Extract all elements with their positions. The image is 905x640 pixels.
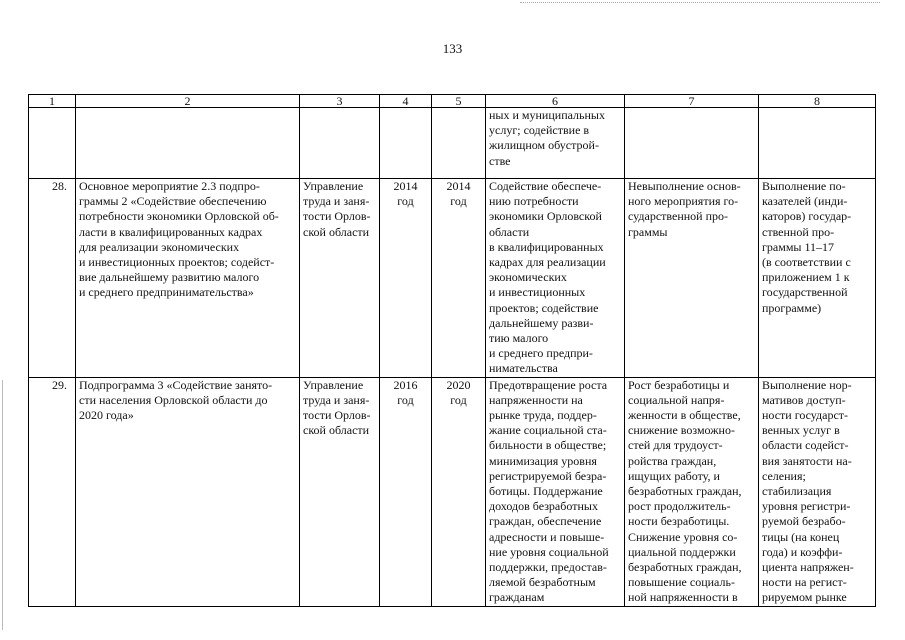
scan-edge-line bbox=[520, 2, 880, 3]
header-cell: 4 bbox=[380, 95, 432, 108]
table-row bbox=[29, 179, 876, 378]
cell-number: 29. bbox=[29, 377, 76, 606]
header-cell: 1 bbox=[29, 95, 76, 108]
cell-name: Подпрограмма 3 «Содействие занято- сти населения Орловской области до 2020 года» bbox=[76, 377, 300, 606]
header-cell: 2 bbox=[76, 95, 300, 108]
page-number: 133 bbox=[442, 41, 463, 56]
cell-link: Выполнение по- казателей (инди- каторов) государ- ственной про- граммы 11–17 (в соответствии с приложением 1 к государственной программе) bbox=[759, 179, 876, 378]
header-cell: 3 bbox=[300, 95, 380, 108]
cell-number: 28. bbox=[29, 179, 76, 378]
cell-executor: Управление труда и заня- тости Орлов- ской области bbox=[300, 377, 380, 606]
cell-link bbox=[759, 108, 876, 179]
cell-end: 2014 год bbox=[432, 179, 486, 378]
cell-number bbox=[29, 108, 76, 179]
cell-consequences bbox=[625, 108, 759, 179]
table-row-continuation bbox=[29, 108, 876, 179]
header-cell: 8 bbox=[759, 95, 876, 108]
cell-result: Предотвращение роста напряженности на рынке труда, поддер- жание социальной ста- бильности в обществе; минимизация уровня регистрируемой безра- ботицы. Поддержание доходов безработных граждан, обеспечение адресности и повыше- ние уровня социальной поддержки, предостав- ляемой безработным гражданам bbox=[486, 377, 625, 606]
header-cell: 5 bbox=[432, 95, 486, 108]
cell-consequences: Рост безработицы и социальной напря- женности в обществе, снижение возможно- стей для трудоуст- ройства граждан, ищущих работу, и безработных граждан, рост продолжитель- ности безработицы. Снижение уровня со- циальной поддержки безработных граждан, повышение социаль- ной напряженности в bbox=[625, 377, 759, 606]
cell-start: 2014 год bbox=[380, 179, 432, 378]
header-cell: 7 bbox=[625, 95, 759, 108]
table-row bbox=[29, 377, 876, 606]
program-table bbox=[28, 94, 876, 607]
cell-name bbox=[76, 108, 300, 179]
cell-result: ных и муниципальных услуг; содействие в жилищном обустрой- стве bbox=[486, 108, 625, 179]
cell-executor: Управление труда и заня- тости Орлов- ской области bbox=[300, 179, 380, 378]
scan-margin-line bbox=[2, 380, 3, 630]
cell-name: Основное мероприятие 2.3 подпро- граммы 2 «Содействие обеспечению потребности экономики Орловской об- ласти в квалифицированных кадрах для реализации экономических и инвестиционных проектов; содейст- вие дальнейшему развитию малого и среднего предпринимательства» bbox=[76, 179, 300, 378]
cell-link: Выполнение нор- мативов доступ- ности государст- венных услуг в области содейст- вия занятости на- селения; стабилизация уровня регистри- руемой безрабо- тицы (на конец года) и коэффи- циента напряжен- ности на регист- рируемом рынке bbox=[759, 377, 876, 606]
cell-end: 2020 год bbox=[432, 377, 486, 606]
cell-end bbox=[432, 108, 486, 179]
cell-result: Содействие обеспече- нию потребности экономики Орловской области в квалифицированных кадрах для реализации экономических и инвестиционных проектов; содействие дальнейшему разви- тию малого и среднего предпри- нимательства bbox=[486, 179, 625, 378]
cell-executor bbox=[300, 108, 380, 179]
header-cell: 6 bbox=[486, 95, 625, 108]
cell-start: 2016 год bbox=[380, 377, 432, 606]
cell-start bbox=[380, 108, 432, 179]
cell-consequences: Невыполнение основ- ного мероприятия го- сударственной про- граммы bbox=[625, 179, 759, 378]
header-row bbox=[29, 95, 876, 108]
